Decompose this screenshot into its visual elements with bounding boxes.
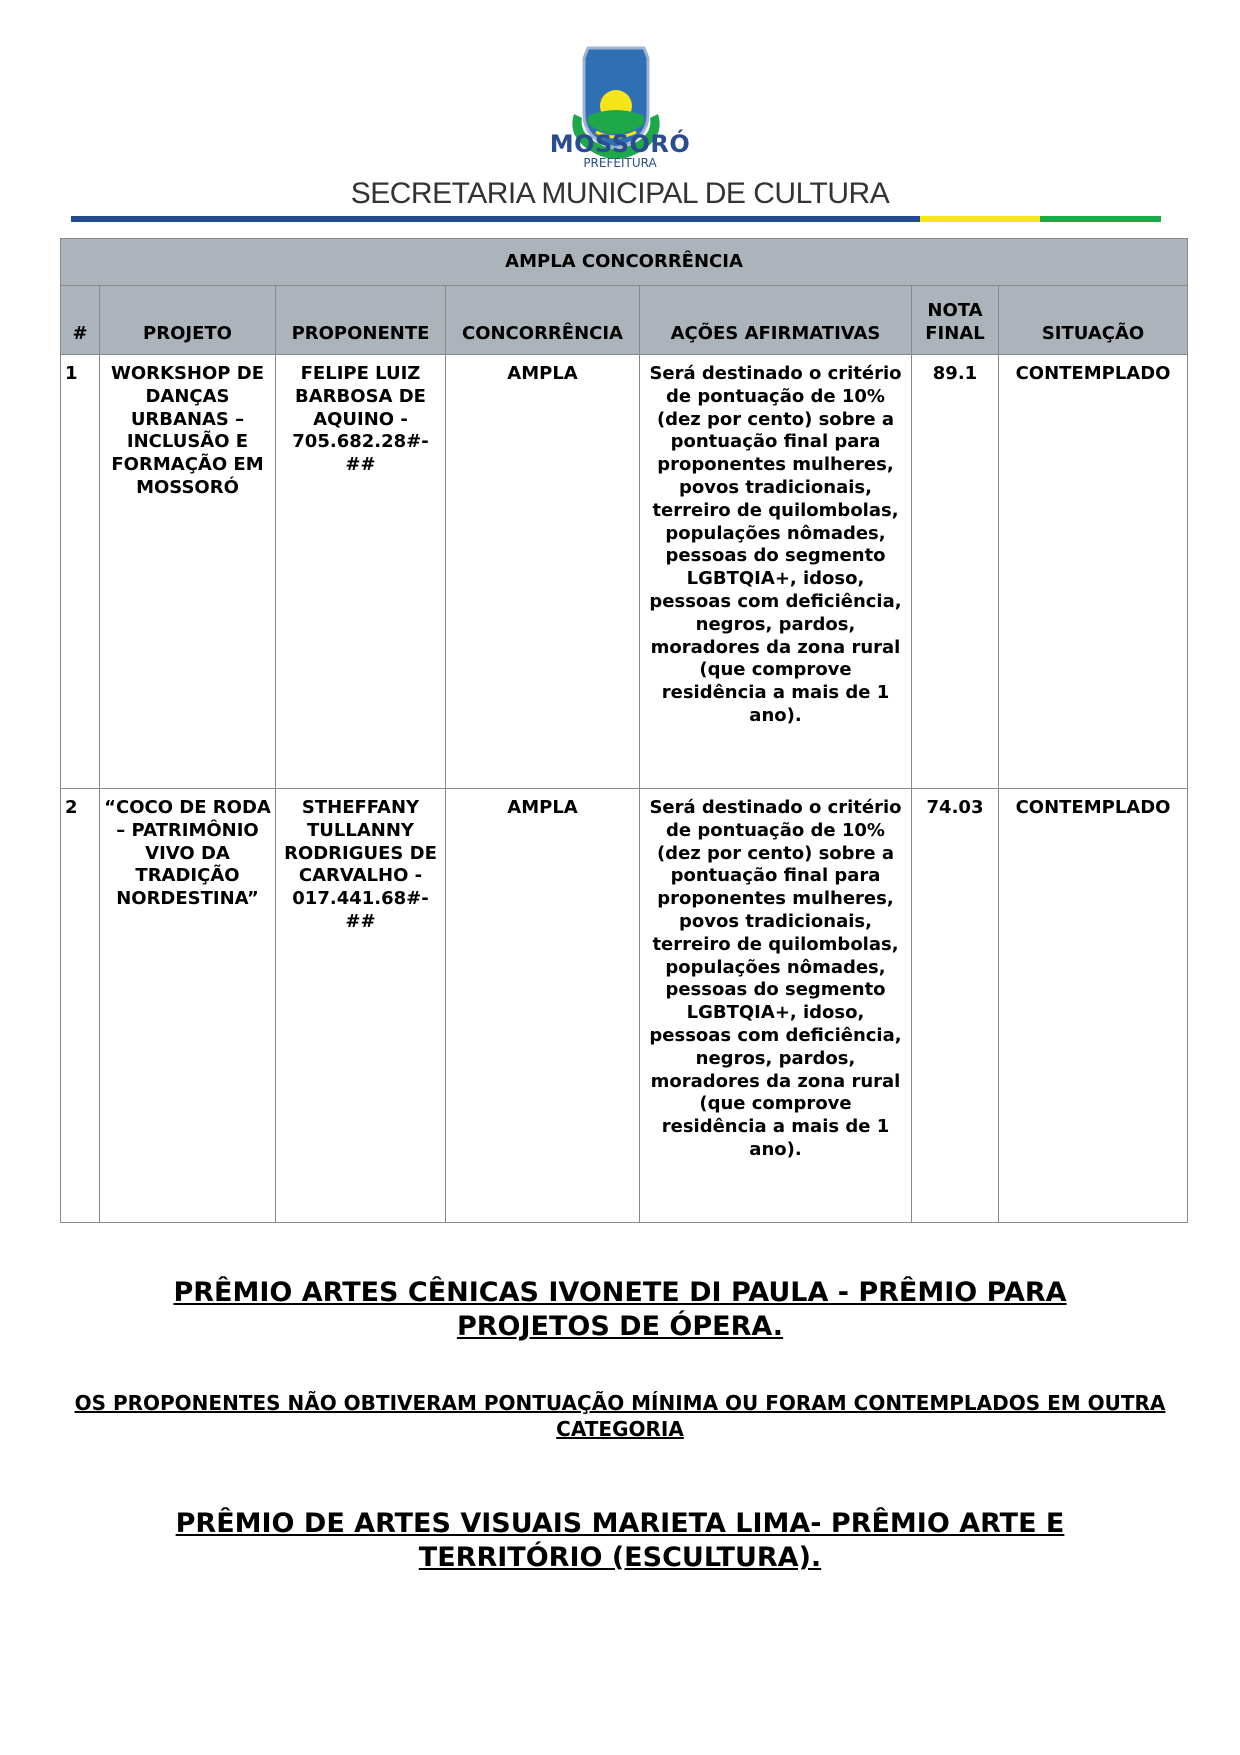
row-proponente: STHEFFANY TULLANNY RODRIGUES DE CARVALHO - 017.441.68#-## [276, 789, 446, 1223]
table-row [61, 355, 1188, 789]
row-situacao: CONTEMPLADO [999, 789, 1188, 1223]
row-num: 1 [61, 355, 100, 789]
row-projeto: “COCO DE RODA – PATRIMÔNIO VIVO DA TRADIÇÃO NORDESTINA” [100, 789, 276, 1223]
row-num: 2 [61, 789, 100, 1223]
opera-section-note: OS PROPONENTES NÃO OBTIVERAM PONTUAÇÃO MÍNIMA OU FORAM CONTEMPLADOS EM OUTRA CATEGORIA [74, 1391, 1166, 1441]
brand-name: MOSSORÓ [549, 130, 691, 158]
row-concorrencia: AMPLA [446, 355, 640, 789]
row-concorrencia: AMPLA [446, 789, 640, 1223]
col-header-concorrencia: CONCORRÊNCIA [446, 286, 640, 355]
table-row [61, 789, 1188, 1223]
row-nota: 89.1 [912, 355, 999, 789]
opera-section-title: PRÊMIO ARTES CÊNICAS IVONETE DI PAULA - PRÊMIO PARA PROJETOS DE ÓPERA. [173, 1277, 1067, 1342]
header-bar-blue [71, 216, 920, 222]
row-acoes: Será destinado o critério de pontuação de 10% (dez por cento) sobre a pontuação final para proponentes mulheres, povos tradicionais, terreiro de quilombolas, populações nômades, pessoas do segmento LGBTQIA+, idoso, pessoas com deficiência, negros, pardos, moradores da zona rural (que comprove residência a mais de 1 ano). [640, 789, 912, 1223]
brand-subtitle: PREFEITURA [583, 156, 657, 170]
col-header-situacao: SITUAÇÃO [999, 286, 1188, 355]
visual-arts-section-title: PRÊMIO DE ARTES VISUAIS MARIETA LIMA- PRÊMIO ARTE E TERRITÓRIO (ESCULTURA). [175, 1508, 1065, 1573]
col-header-projeto: PROJETO [100, 286, 276, 355]
results-table [60, 238, 1188, 1223]
header-bar-yellow [920, 216, 1040, 222]
col-header-num: # [61, 286, 100, 355]
col-header-proponente: PROPONENTE [276, 286, 446, 355]
col-header-nota: NOTA FINAL [912, 286, 999, 355]
row-nota: 74.03 [912, 789, 999, 1223]
col-header-acoes: AÇÕES AFIRMATIVAS [640, 286, 912, 355]
row-acoes: Será destinado o critério de pontuação de 10% (dez por cento) sobre a pontuação final para proponentes mulheres, povos tradicionais, terreiro de quilombolas, populações nômades, pessoas do segmento LGBTQIA+, idoso, pessoas com deficiência, negros, pardos, moradores da zona rural (que comprove residência a mais de 1 ano). [640, 355, 912, 789]
header-bar-green [1040, 216, 1161, 222]
department-title: SECRETARIA MUNICIPAL DE CULTURA [350, 177, 890, 210]
row-projeto: WORKSHOP DE DANÇAS URBANAS – INCLUSÃO E FORMAÇÃO EM MOSSORÓ [100, 355, 276, 789]
row-situacao: CONTEMPLADO [999, 355, 1188, 789]
table-title: AMPLA CONCORRÊNCIA [61, 239, 1188, 286]
row-proponente: FELIPE LUIZ BARBOSA DE AQUINO - 705.682.28#-## [276, 355, 446, 789]
